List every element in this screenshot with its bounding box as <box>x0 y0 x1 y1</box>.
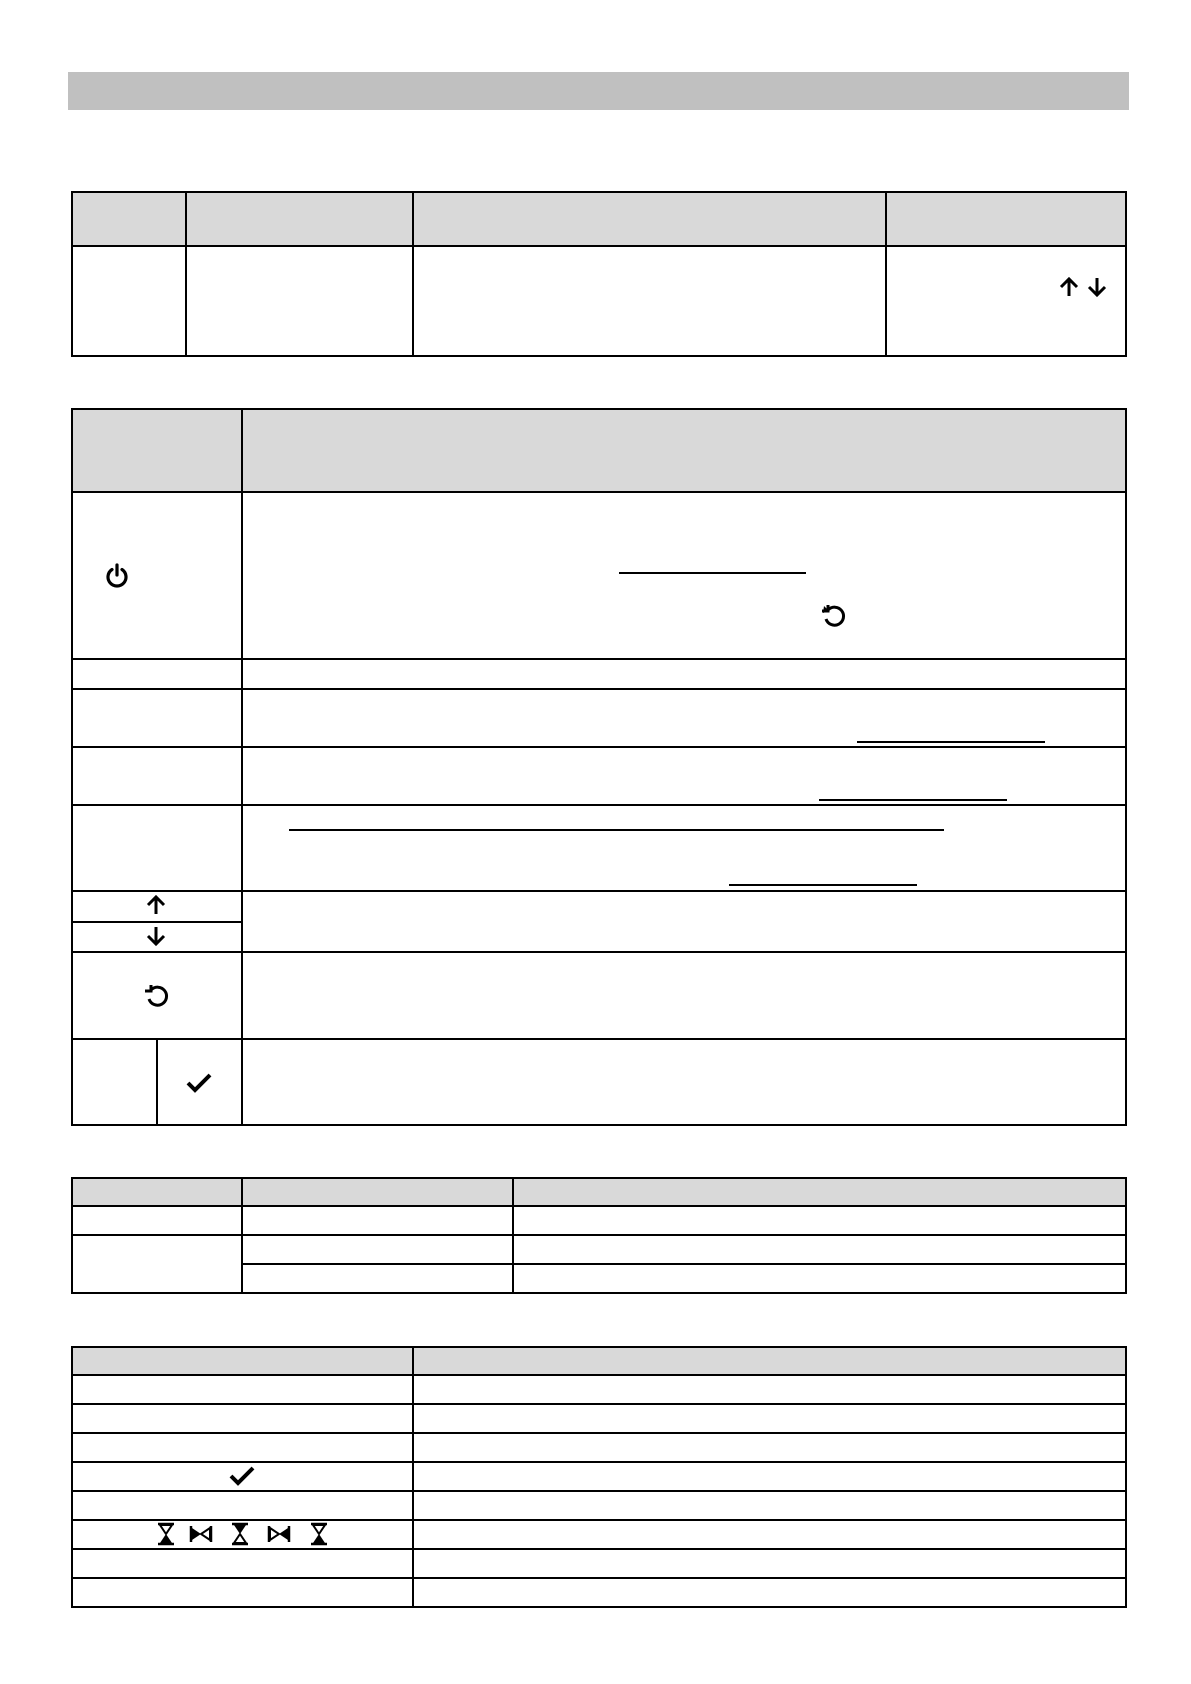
table-3-header-row <box>71 1177 1127 1206</box>
checkmark-icon <box>186 1072 212 1094</box>
checkmark-icon <box>229 1465 255 1487</box>
undo-arrow-icon <box>143 982 171 1010</box>
power-icon <box>103 562 131 590</box>
arrow-up-icon <box>1058 276 1080 298</box>
arrow-up-icon <box>145 894 167 916</box>
arrow-down-icon <box>1086 276 1108 298</box>
underline-mark <box>729 884 917 886</box>
bowtie-icon <box>267 1524 291 1544</box>
hourglass-icon <box>230 1522 250 1546</box>
bowtie-icon <box>189 1524 213 1544</box>
underline-mark <box>857 741 1045 743</box>
underline-mark <box>819 799 1007 801</box>
arrow-down-icon <box>145 925 167 947</box>
underline-mark <box>289 829 944 831</box>
table-4-header-row <box>71 1346 1127 1375</box>
section-header-bar <box>68 72 1129 110</box>
undo-arrow-icon <box>820 602 848 630</box>
table-2-header-row <box>71 408 1127 492</box>
hourglass-icon <box>156 1522 176 1546</box>
underline-mark <box>619 572 806 574</box>
table-1-header-row <box>71 191 1127 246</box>
hourglass-icon <box>309 1522 329 1546</box>
